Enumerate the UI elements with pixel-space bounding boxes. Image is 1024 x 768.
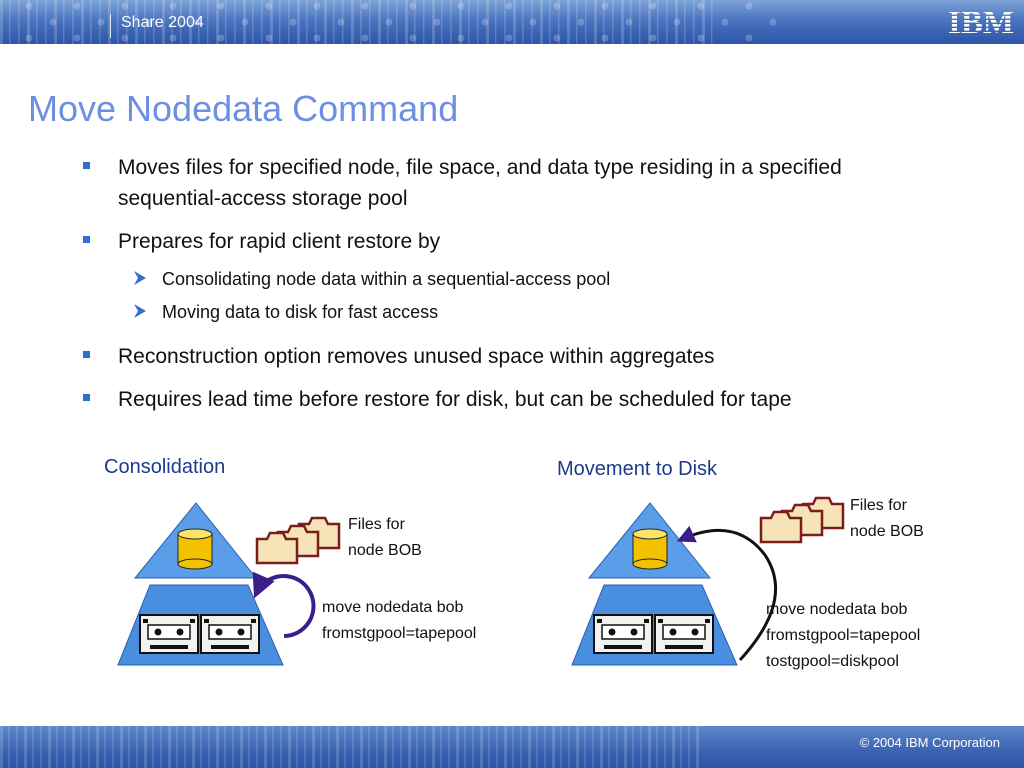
movement-label: Movement to Disk <box>557 458 718 480</box>
bullet-text: Moves files for specified node, file space, and data type residing in a specified sequential-access storage pool <box>118 156 842 210</box>
bullet-text: Prepares for rapid client restore by <box>118 230 441 253</box>
copyright-text: © 2004 IBM Corporation <box>859 735 1000 750</box>
tape-cartridge-icon <box>140 615 198 653</box>
movement-files-label <box>850 493 924 545</box>
consolidation-command <box>322 595 476 647</box>
command-line: fromstgpool=tapepool <box>766 627 921 644</box>
command-line: move nodedata bob <box>322 599 464 616</box>
files-line: node BOB <box>348 542 422 559</box>
files-line: node BOB <box>850 523 924 540</box>
files-line: Files for <box>348 516 405 533</box>
disk-cylinder-icon <box>178 529 212 569</box>
consolidation-diagram <box>118 503 339 665</box>
page-title: Move Nodedata Command <box>28 88 459 129</box>
disk-cylinder-icon <box>633 529 667 569</box>
consolidation-label: Consolidation <box>104 456 226 478</box>
footer-bar <box>0 726 1024 768</box>
files-line: Files for <box>850 497 907 514</box>
ibm-logo-text: IBM <box>948 5 1014 38</box>
folder-stack <box>761 498 843 542</box>
folder-stack <box>257 518 339 563</box>
sub-bullet-text: Consolidating node data within a sequential-access pool <box>162 269 611 289</box>
bullet-text: Reconstruction option removes unused space within aggregates <box>118 345 715 368</box>
movement-command <box>766 597 920 675</box>
sub-bullet-text: Moving data to disk for fast access <box>162 302 439 322</box>
tape-cartridge-icon <box>655 615 713 653</box>
command-line: tostgpool=diskpool <box>766 653 899 670</box>
command-line: fromstgpool=tapepool <box>322 625 477 642</box>
tape-cartridge-icon <box>201 615 259 653</box>
tape-cartridge-icon <box>594 615 652 653</box>
consolidation-files-label <box>348 512 422 564</box>
bullet-text: Requires lead time before restore for disk, but can be scheduled for tape <box>118 388 792 411</box>
command-line: move nodedata bob <box>766 601 908 618</box>
conference-name: Share 2004 <box>121 14 204 31</box>
